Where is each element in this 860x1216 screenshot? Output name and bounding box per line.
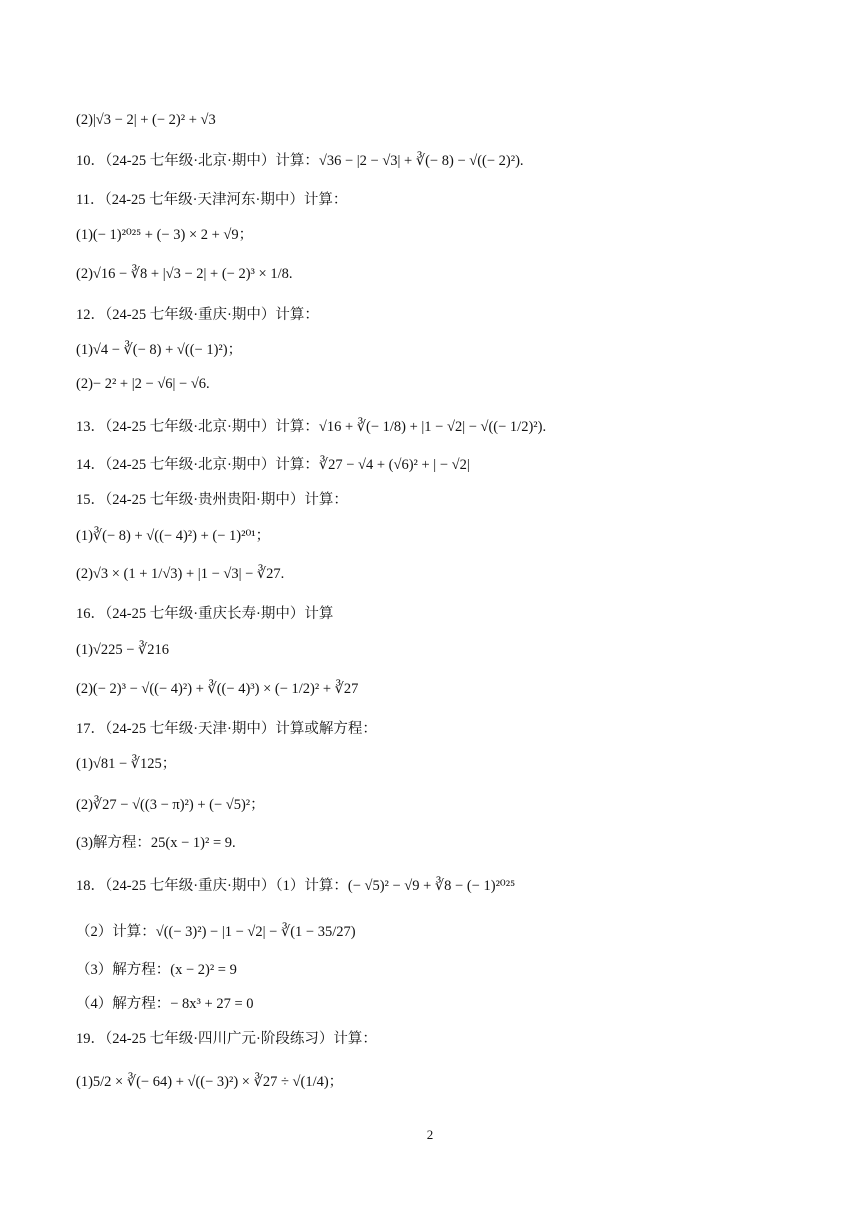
problem-line: 15．（24-25 七年级·贵州贵阳·期中）计算： <box>76 492 348 508</box>
problem-line: (1)∛(− 8) + √((− 4)²) + (− 1)²⁰¹； <box>76 528 271 544</box>
problem-line: (1)5/2 × ∛(− 64) + √((− 3)²) × ∛27 ÷ √(1/4)； <box>76 1074 344 1090</box>
problem-line: 12．（24-25 七年级·重庆·期中）计算： <box>76 307 319 323</box>
problem-line: 11．（24-25 七年级·天津河东·期中）计算： <box>76 192 348 208</box>
problem-line: (1)√225 − ∛216 <box>76 642 170 658</box>
problem-line: (1)√4 − ∛(− 8) + √((− 1)²)； <box>76 342 243 358</box>
problem-line: 18．（24-25 七年级·重庆·期中）（1）计算：(− √5)² − √9 + ∛8 − (− 1)²⁰²⁵ <box>76 878 516 894</box>
problem-line: 16．（24-25 七年级·重庆长寿·期中）计算 <box>76 606 334 622</box>
problem-line: 13．（24-25 七年级·北京·期中）计算：√16 + ∛(− 1/8) + |1 − √2| − √((− 1/2)²). <box>76 419 547 435</box>
problem-line: (1)(− 1)²⁰²⁵ + (− 3) × 2 + √9； <box>76 227 254 243</box>
problem-line: (2)√16 − ∛8 + |√3 − 2| + (− 2)³ × 1/8. <box>76 266 293 282</box>
problem-line: (2)(− 2)³ − √((− 4)²) + ∛((− 4)³) × (− 1/2)² + ∛27 <box>76 681 359 697</box>
problem-line: (1)√81 − ∛125； <box>76 756 177 772</box>
page-number: 2 <box>426 1127 434 1142</box>
problem-line: （4）解方程：− 8x³ + 27 = 0 <box>76 996 254 1012</box>
problem-line: (2)∛27 − √((3 − π)²) + (− √5)²； <box>76 797 265 813</box>
problem-line: (3)解方程：25(x − 1)² = 9. <box>76 835 236 851</box>
problem-line: (2)|√3 − 2| + (− 2)² + √3 <box>76 112 216 128</box>
problem-line: （2）计算：√((− 3)²) − |1 − √2| − ∛(1 − 35/27) <box>76 924 356 940</box>
problem-line: 14．（24-25 七年级·北京·期中）计算：∛27 − √4 + (√6)² + | − √2| <box>76 457 470 473</box>
problem-line: (2)− 2² + |2 − √6| − √6. <box>76 376 210 392</box>
problem-line: 19．（24-25 七年级·四川广元·阶段练习）计算： <box>76 1031 377 1047</box>
problem-line: 17．（24-25 七年级·天津·期中）计算或解方程： <box>76 721 377 737</box>
problem-line: 10．（24-25 七年级·北京·期中）计算：√36 − |2 − √3| + ∛(− 8) − √((− 2)²). <box>76 153 524 169</box>
problem-line: (2)√3 × (1 + 1/√3) + |1 − √3| − ∛27. <box>76 566 285 582</box>
problem-line: （3）解方程：(x − 2)² = 9 <box>76 962 237 978</box>
